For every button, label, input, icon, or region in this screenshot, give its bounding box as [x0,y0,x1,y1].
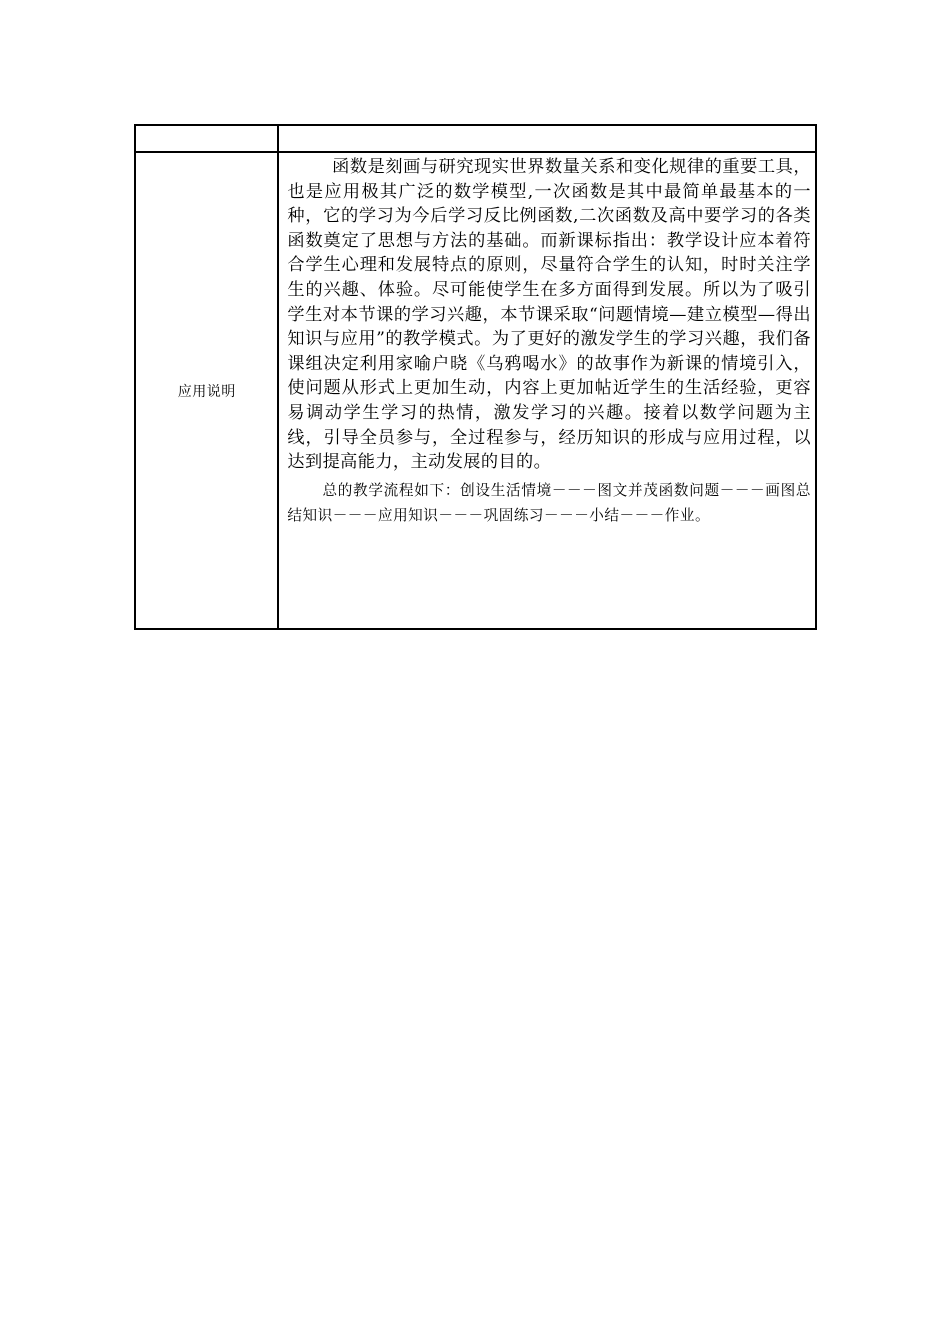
row-label-cell [135,152,278,629]
table-row [135,152,816,629]
teaching-flow-paragraph: 总的教学流程如下：创设生活情境－－－图文并茂函数问题－－－画图总结知识－－－应用知识－－－巩固练习－－－小结－－－作业。 [287,481,811,524]
header-content-cell [278,125,816,152]
table-header-row [135,125,816,152]
row-label: 应用说明 [177,383,236,400]
header-label-cell [135,125,278,152]
row-content-cell [278,152,816,629]
application-notes-table [134,124,817,630]
main-paragraph: 函数是刻画与研究现实世界数量关系和变化规律的重要工具，也是应用极其广泛的数学模型,一次函数是其中最简单最基本的一种，它的学习为今后学习反比例函数,二次函数及高中要学习的各类函数奠定了思想与方法的基础。而新课标指出：教学设计应本着符合学生心理和发展特点的原则，尽量符合学生的认知，时时关注学生的兴趣、体验。尽可能使学生在多方面得到发展。所以为了吸引学生对本节课的学习兴趣，本节课采取“问题情境—建立模型—得出知识与应用”的教学模式。为了更好的激发学生的学习兴趣，我们备课组决定利用家喻户晓《乌鸦喝水》的故事作为新课的情境引入，使问题从形式上更加生动，内容上更加帖近学生的生活经验，更容易调动学生学习的热情，激发学习的兴趣。接着以数学问题为主线，引导全员参与，全过程参与，经历知识的形成与应用过程，以达到提高能力，主动发展的目的。 [287,157,811,473]
